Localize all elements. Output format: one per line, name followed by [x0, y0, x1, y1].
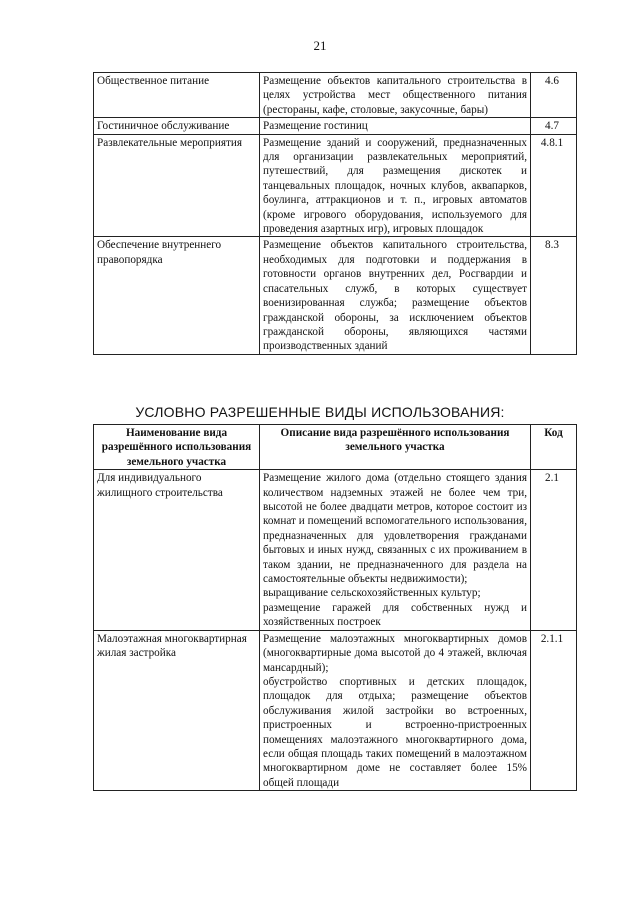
use-name: Гостиничное обслуживание	[94, 118, 260, 134]
use-description: Размещение объектов капитального строительства, необходимых для подготовки и поддержания в готовности органов внутренних дел, Росгвардии и спасательных служб, в которых существует военизированная служба; размещение объектов гражданской обороны, за исключением объектов гражданской обороны, являющихся частями производственных зданий	[260, 237, 531, 354]
section-title: УСЛОВНО РАЗРЕШЕННЫЕ ВИДЫ ИСПОЛЬЗОВАНИЯ:	[135, 404, 505, 420]
use-description	[260, 470, 531, 630]
use-code: 4.7	[531, 118, 577, 134]
use-name: Развлекательные мероприятия	[94, 134, 260, 237]
table-row	[94, 73, 577, 118]
use-code: 4.8.1	[531, 134, 577, 237]
use-name: Для индивидуального жилищного строительства	[94, 470, 260, 630]
table-row	[94, 118, 577, 134]
use-description	[260, 630, 531, 790]
permitted-uses-table-continued	[93, 72, 577, 355]
use-code: 4.6	[531, 73, 577, 118]
table-row	[94, 630, 577, 790]
conditional-uses-table	[93, 424, 577, 791]
use-name: Общественное питание	[94, 73, 260, 118]
table-row	[94, 134, 577, 237]
use-description: Размещение зданий и сооружений, предназначенных для организации развлекательных мероприятий, путешествий, для размещения дискотек и танцевальных площадок, ночных клубов, аквапарков, боулинга, аттракционов и т. п., игровых автоматов (кроме игрового оборудования, используемого для проведения азартных игр), игровых площадок	[260, 134, 531, 237]
use-description: Размещение гостиниц	[260, 118, 531, 134]
table-row	[94, 237, 577, 354]
use-description: Размещение объектов капитального строительства в целях устройства мест общественного питания (рестораны, кафе, столовые, закусочные, бары)	[260, 73, 531, 118]
header-name: Наименование вида разрешённого использования земельного участка	[94, 425, 260, 470]
description-line: размещение гаражей для собственных нужд и хозяйственных построек	[263, 601, 527, 629]
table-row	[94, 470, 577, 630]
table-header-row	[94, 425, 577, 470]
description-line: Размещение малоэтажных многоквартирных домов (многоквартирные дома высотой до 4 этажей, включая мансардный);	[263, 632, 527, 674]
use-code: 8.3	[531, 237, 577, 354]
page-number: 21	[313, 38, 327, 53]
use-code: 2.1	[531, 470, 577, 630]
description-line: Размещение жилого дома (отдельно стоящего здания количеством надземных этажей не более чем три, высотой не более двадцати метров, которое состоит из комнат и помещений вспомогательного использования, предназначенных для удовлетворения гражданами бытовых и иных нужд, связанных с их проживанием в таком здании, не предназначенного для раздела на самостоятельные объекты недвижимости);	[263, 472, 527, 586]
use-name: Малоэтажная многоквартирная жилая застройка	[94, 630, 260, 790]
header-code: Код	[531, 425, 577, 470]
description-line: обустройство спортивных и детских площадок, площадок для отдыха; размещение объектов обслуживания жилой застройки во встроенных, пристроенных и встроенно-пристроенных помещениях малоэтажного многоквартирного дома, если общая площадь таких помещений в малоэтажном многоквартирном доме не составляет более 15% общей площади	[263, 675, 527, 789]
use-name: Обеспечение внутреннего правопорядка	[94, 237, 260, 354]
use-code: 2.1.1	[531, 630, 577, 790]
description-line: выращивание сельскохозяйственных культур;	[263, 587, 481, 600]
header-description: Описание вида разрешённого использования земельного участка	[260, 425, 531, 470]
